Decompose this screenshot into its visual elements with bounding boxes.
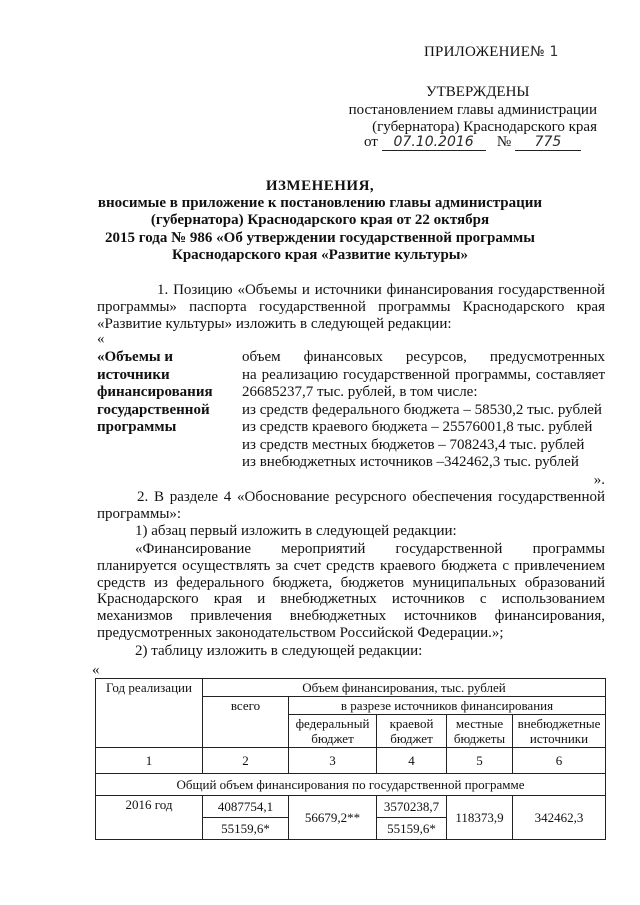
- col-number: 3: [289, 748, 377, 774]
- approval-title: УТВЕРЖДЕНЫ: [426, 84, 530, 100]
- total-value-secondary: 55159,6*: [203, 818, 289, 840]
- heading-line-2: (губернатора) Краснодарского края от 22 октября: [150, 212, 490, 228]
- header-by-source: в разрезе источников финансирования: [289, 697, 606, 715]
- col-number: 5: [447, 748, 513, 774]
- number-prefix: №: [496, 134, 512, 150]
- quote-open: «: [97, 331, 105, 347]
- col-number: 1: [96, 748, 203, 774]
- header-year: Год реализации: [96, 679, 203, 748]
- header-total: всего: [203, 697, 289, 748]
- passport-close: ».: [593, 472, 605, 488]
- handwritten-date: 07.10.2016: [382, 134, 486, 151]
- heading-line-3: 2015 года № 986 «Об утверждении государственной программы: [105, 230, 535, 246]
- header-extra: внебюджетные источники: [513, 715, 606, 748]
- passport-label: «Объемы и источники финансирования государственной программы: [97, 349, 213, 435]
- table-header-row-1: [96, 679, 606, 697]
- header-federal: федеральный бюджет: [289, 715, 377, 748]
- header-volume: Объем финансирования, тыс. рублей: [203, 679, 606, 697]
- heading-line-1: вносимые в приложение к постановлению главы администрации: [97, 195, 543, 211]
- passport-first-line: объем финансовых ресурсов, предусмотренных: [242, 349, 605, 365]
- total-value: 4087754,1: [203, 796, 289, 818]
- passport-line-regional: из средств краевого бюджета – 25576001,8 тыс. рублей: [242, 419, 593, 435]
- paragraph-5: 2) таблицу изложить в следующей редакции:: [135, 643, 423, 659]
- passport-continuation: на реализацию государственной программы, составляет 26685237,7 тыс. рублей, в том числе:: [242, 366, 605, 400]
- appendix-number: № 1: [530, 44, 559, 60]
- handwritten-number: 775: [515, 134, 581, 151]
- paragraph-4: «Финансирование мероприятий государственной программы планируется осуществлять за счет средств краевого бюджета с привлечением средств из федерального бюджета, бюджетов муниципальных образований Краснодарского края и внебюджетных источников с использованием механизмов привлечения внебюджетных источников финансирования, предусмотренных законодательством Российской Федерации.»;: [97, 541, 605, 641]
- col-number: 6: [513, 748, 606, 774]
- approval-line-2: (губернатора) Краснодарского края: [372, 119, 597, 135]
- header-regional: краевой бюджет: [377, 715, 447, 748]
- passport-line-local: из средств местных бюджетов – 708243,4 тыс. рублей: [242, 436, 585, 453]
- changes-heading: ИЗМЕНЕНИЯ,: [265, 178, 375, 194]
- local-value: 118373,9: [447, 796, 513, 840]
- section-title: Общий объем финансирования по государственной программе: [96, 774, 606, 796]
- approval-line-1: постановлением главы администрации: [348, 102, 597, 118]
- financing-table: [95, 678, 606, 840]
- passport-line-federal: из средств федерального бюджета – 58530,2 тыс. рублей: [242, 401, 602, 418]
- date-prefix: от: [364, 134, 378, 150]
- header-local: местные бюджеты: [447, 715, 513, 748]
- paragraph-3: 1) абзац первый изложить в следующей редакции:: [135, 523, 457, 539]
- extra-value: 342462,3: [513, 796, 606, 840]
- federal-value: 56679,2**: [289, 796, 377, 840]
- appendix-label: [424, 44, 559, 61]
- heading-line-4: Краснодарского края «Развитие культуры»: [171, 247, 469, 263]
- table-section-row: [96, 774, 606, 796]
- regional-value: 3570238,7: [377, 796, 447, 818]
- row-year: 2016 год: [96, 796, 203, 840]
- passport-text: [242, 349, 605, 472]
- col-number: 4: [377, 748, 447, 774]
- table-row: [96, 796, 606, 818]
- col-number: 2: [203, 748, 289, 774]
- passport-line-extra: из внебюджетных источников –342462,3 тыс. рублей: [242, 454, 579, 470]
- paragraph-1: 1. Позицию «Объемы и источники финансирования государственной программы» паспорта государственной программы Краснодарского края «Развитие культуры» изложить в следующей редакции:: [97, 282, 605, 332]
- quote-open-2: «: [92, 662, 100, 678]
- paragraph-2: 2. В разделе 4 «Обоснование ресурсного обеспечения государственной программы»:: [97, 489, 605, 522]
- appendix-title: ПРИЛОЖЕНИЕ: [424, 44, 531, 60]
- approval-date-line: [364, 134, 581, 151]
- table-number-row: [96, 748, 606, 774]
- regional-value-secondary: 55159,6*: [377, 818, 447, 840]
